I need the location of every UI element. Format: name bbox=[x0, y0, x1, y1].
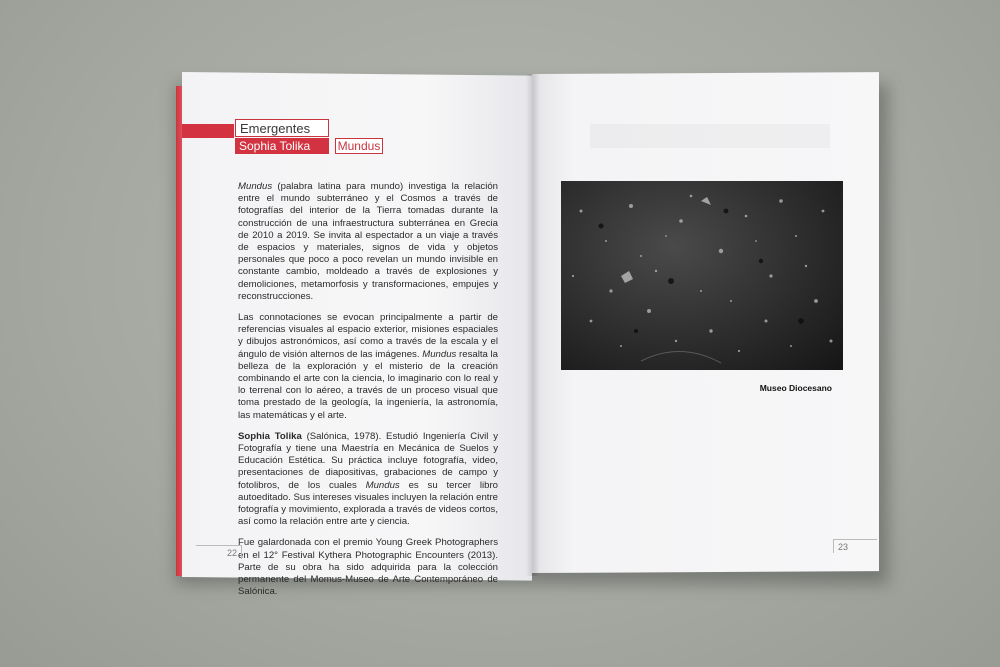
paragraph-2-text-a: Las connotaciones se evocan principalmente a partir de referencias visuales al espacio exterior, misiones espaciales y dibujos astronómicos, así como a través de la escala y el ángulo de visión alternos de las imágenes. bbox=[238, 312, 498, 360]
project-title-label: Mundus bbox=[335, 138, 383, 154]
paragraph-3 bbox=[238, 431, 498, 529]
section-title: Emergentes bbox=[235, 119, 329, 137]
page-number-left: 22 bbox=[196, 545, 242, 559]
bio-name: Sophia Tolika bbox=[238, 430, 302, 442]
paragraph-3-text-b: es su tercer libro autoeditado. Sus intereses visuales incluyen la relación entre fotografía y movimiento, explorada a través de videos cortos, así como la relación entre arte y ciencia. bbox=[238, 479, 498, 528]
book-edge-red bbox=[176, 86, 182, 576]
paragraph-1 bbox=[238, 181, 498, 303]
photo-caption: Museo Diocesano bbox=[759, 383, 832, 393]
paragraph-2-text-b: resalta la belleza de la exploración y el misterio de la creación combinando el arte con la ciencia, lo imaginario con lo real y lo terrenal con lo aéreo, a través de un proceso visual que toma prestado de la geología, la ingeniería, la astronomía, las matemáticas y el arte. bbox=[238, 348, 498, 421]
paragraph-3-text-a: (Salónica, 1978). Estudió Ingeniería Civil y Fotografía y tiene una Maestría en Mecánica de Suelos y Educación Estética. Su práctica incluye fotografía, video, presentaciones de diapositivas, grabaciones de campo y fotolibros, de los cuales bbox=[238, 430, 499, 491]
page-number-right: 23 bbox=[833, 539, 877, 553]
photograph bbox=[561, 181, 843, 370]
photo-texture bbox=[561, 181, 843, 370]
italic-title: Mundus bbox=[422, 348, 457, 360]
author-name-label: Sophia Tolika bbox=[235, 138, 329, 154]
italic-title: Mundus bbox=[238, 181, 273, 192]
show-through-header bbox=[590, 124, 830, 148]
paragraph-1-text: (palabra latina para mundo) investiga la relación entre el mundo subterráneo y el Cosmos a través de fotografías del interior de la Tierra tomadas durante la construcción de una infraestructura subterránea en Grecia de 2010 a 2019. Se invita al espectador a un viaje a través de espacios y materiales, signos de vida y objetos personales que poco a poco revelan un mundo invisible en constante cambio, moldeado a través de explosiones y demoliciones, metamorfosis y transformaciones, empujes y reconstrucciones. bbox=[238, 181, 498, 302]
italic-title: Mundus bbox=[365, 479, 400, 491]
body-text bbox=[238, 181, 498, 608]
header-red-bar bbox=[182, 124, 234, 138]
book-spine bbox=[526, 74, 540, 576]
paragraph-2 bbox=[238, 312, 498, 422]
paragraph-4: Fue galardonada con el premio Young Greek Photographers en el 12° Festival Kythera Photographic Encounters (2013). Parte de su obra ha sido adquirida para la colección permanente del Momus-Museo de Arte Contemporáneo de Salónica. bbox=[238, 537, 498, 598]
